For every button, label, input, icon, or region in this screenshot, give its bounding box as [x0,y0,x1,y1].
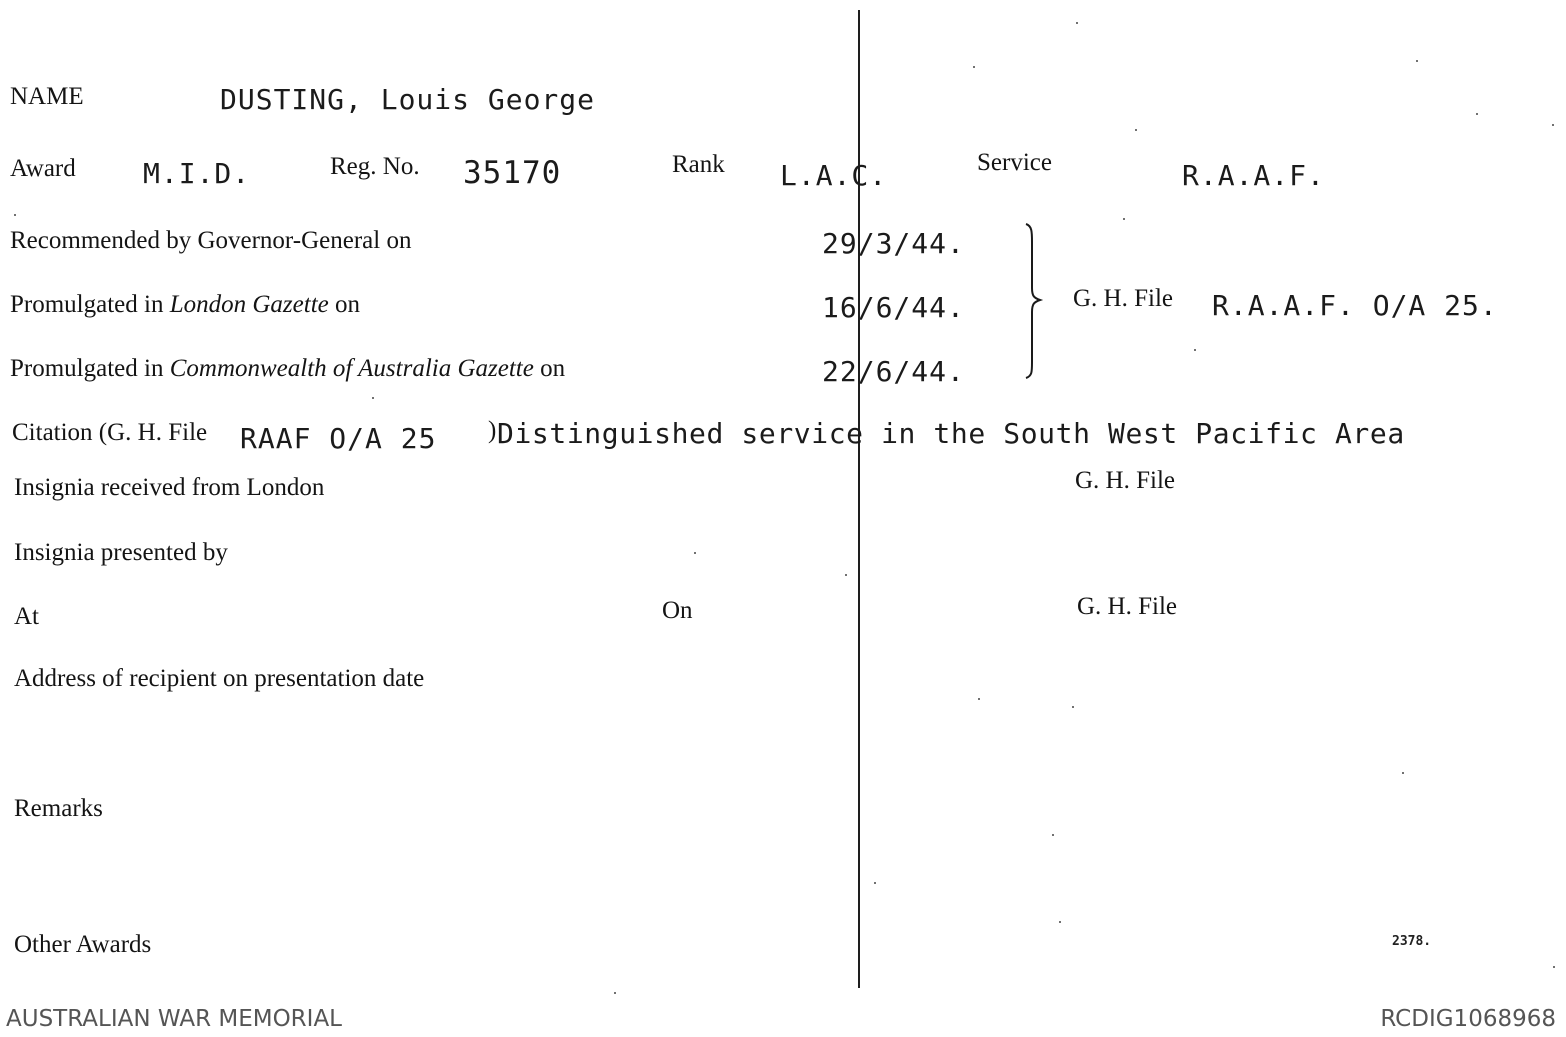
commonwealth-gazette-date: 22/6/44. [822,355,965,388]
name-label: NAME [10,83,84,110]
citation-label: Citation (G. H. File [12,419,208,446]
insignia-gh-file-label: G. H. File [1075,467,1175,494]
recommended-label: Recommended by Governor-General on [10,227,412,254]
scan-speck [372,397,374,399]
rank-label: Rank [672,151,725,178]
service-label: Service [977,149,1052,176]
footer-institution: AUSTRALIAN WAR MEMORIAL [6,1006,342,1032]
scan-speck [1076,22,1078,24]
scan-speck [1416,60,1418,62]
at-label: At [14,603,39,630]
scan-speck [1553,966,1555,968]
scan-speck [845,574,847,576]
scan-speck [1135,129,1137,131]
scan-speck [874,882,876,884]
scan-speck [1059,921,1061,923]
right-brace [1018,222,1048,382]
citation-file-value: RAAF O/A 25 [240,422,437,455]
at-gh-file-label: G. H. File [1077,593,1177,620]
card-number: 2378. [1392,934,1432,949]
award-label: Award [10,155,76,182]
on-label: On [662,597,693,624]
citation-text: Distinguished service in the South West Pacific Area [497,417,1405,450]
scan-speck [1123,218,1125,220]
london-gazette-date: 16/6/44. [822,291,965,324]
scan-speck [1402,772,1404,774]
footer-record-id: RCDIG1068968 [1380,1006,1556,1032]
insignia-received-label: Insignia received from London [14,474,325,501]
rank-value: L.A.C. [780,159,888,192]
scan-speck [14,214,16,216]
insignia-presented-label: Insignia presented by [14,539,228,566]
gh-file-value: R.A.A.F. O/A 25. [1212,289,1498,322]
scan-speck [978,698,980,700]
gh-file-label: G. H. File [1073,285,1173,312]
reg-no-value: 35170 [463,155,562,191]
scan-speck [1194,349,1196,351]
award-value: M.I.D. [143,157,251,190]
commonwealth-gazette-label: Promulgated in Commonwealth of Australia Gazette on [10,355,566,382]
scan-speck [614,992,616,994]
remarks-label: Remarks [14,795,103,822]
other-awards-label: Other Awards [14,931,152,958]
recommended-date: 29/3/44. [822,227,965,260]
name-value: DUSTING, Louis George [220,83,596,116]
scan-speck [1552,124,1554,126]
citation-close-paren: ) [488,417,497,444]
scan-speck [1476,113,1478,115]
london-gazette-label: Promulgated in London Gazette on [10,291,360,318]
service-value: R.A.A.F. [1182,159,1325,192]
vertical-divider [858,10,860,988]
scan-speck [694,552,696,554]
scan-speck [1052,834,1054,836]
reg-no-label: Reg. No. [330,153,420,180]
address-label: Address of recipient on presentation date [14,665,425,692]
scan-speck [973,66,975,68]
scan-speck [1072,706,1074,708]
